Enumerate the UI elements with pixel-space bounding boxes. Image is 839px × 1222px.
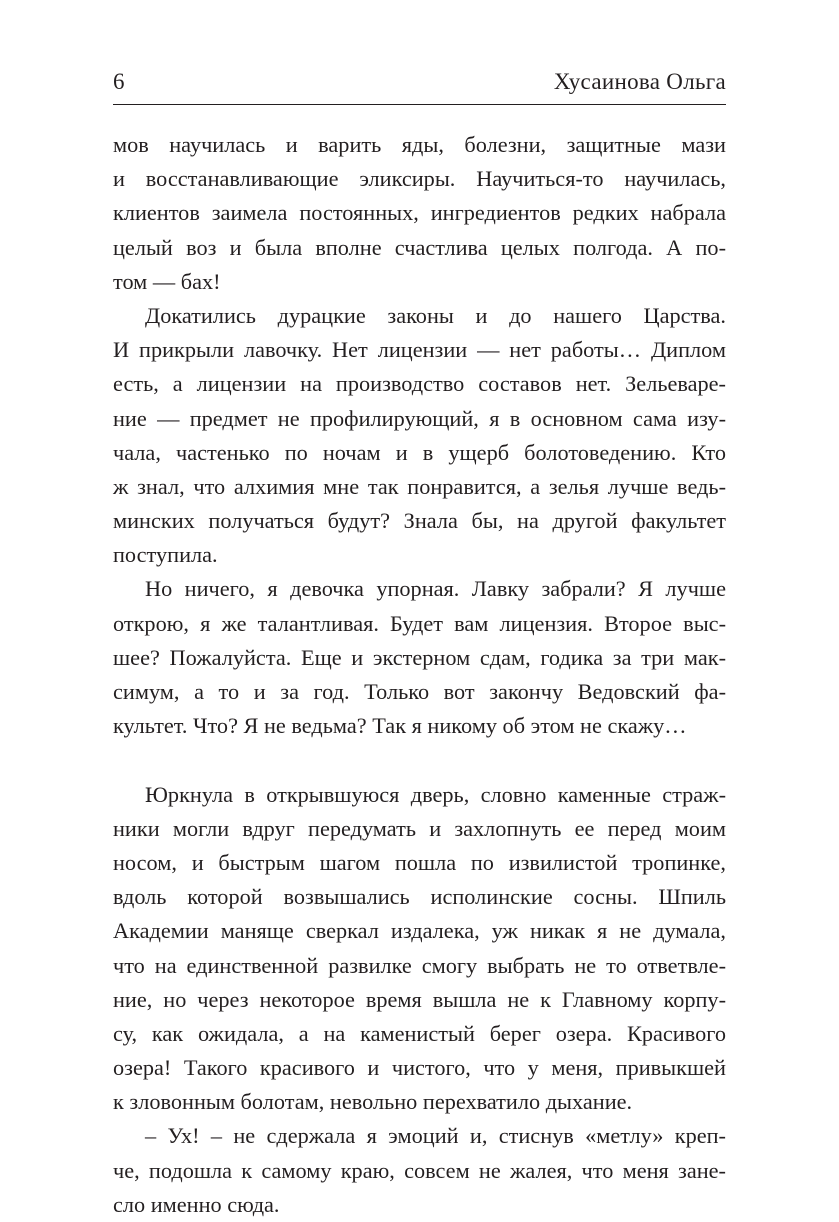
paragraph (113, 572, 726, 743)
text-line: мов научилась и варить яды, болезни, защитные мази (113, 132, 726, 157)
text-line: ние — предмет не профилирующий, я в основном сама изу- (113, 405, 726, 431)
text-line: что на единственной развилке смогу выбрать не то ответвле- (113, 952, 726, 978)
text-line: – Ух! – не сдержала я эмоций и, стиснув «метлу» креп- (145, 1123, 726, 1149)
body-text (113, 128, 726, 1222)
paragraph (113, 128, 726, 299)
text-line: вдоль которой возвышались исполинские сосны. Шпиль (113, 884, 726, 910)
text-line: и восстанавливающие эликсиры. Научиться-то научилась, (113, 166, 726, 192)
text-line: су, как ожидала, а на каменистый берег озера. Красивого (113, 1020, 726, 1046)
text-line: открою, я же талантливая. Будет вам лицензия. Второе выс- (113, 610, 726, 636)
text-line: ж знал, что алхимия мне так понравится, а зелья лучше ведь- (113, 473, 726, 499)
text-line: носом, и быстрым шагом пошла по извилистой тропинке, (113, 849, 726, 875)
text-line: че, подошла к самому краю, совсем не жалея, что меня зане- (113, 1157, 726, 1183)
section-break (113, 743, 726, 777)
page-header (113, 64, 726, 105)
text-line: шее? Пожалуйста. Еще и экстерном сдам, годика за три мак- (113, 644, 726, 670)
text-line: целый воз и была вполне счастлива целых полгода. А по- (113, 234, 726, 260)
text-line: Но ничего, я девочка упорная. Лавку забрали? Я лучше (145, 576, 726, 602)
text-line: Юркнула в открывшуюся дверь, словно каменные страж- (145, 781, 726, 807)
paragraph (113, 778, 726, 1120)
text-line: ники могли вдруг передумать и захлопнуть ее перед моим (113, 815, 726, 841)
page-number: 6 (113, 69, 125, 94)
text-line: культет. Что? Я не ведьма? Так я никому об этом не скажу… (113, 713, 687, 739)
text-line: озера! Такого красивого и чистого, что у меня, привыкшей (113, 1055, 726, 1081)
text-line: поступила. (113, 542, 218, 568)
text-line: клиентов заимела постоянных, ингредиентов редких набрала (113, 200, 726, 226)
paragraph (113, 299, 726, 573)
text-line: Академии маняще сверкал издалека, уж никак я не думала, (113, 918, 726, 944)
text-line: чала, частенько по ночам и в ущерб болотоведению. Кто (113, 439, 726, 465)
text-line: ние, но через некоторое время вышла не к Главному корпу- (113, 986, 726, 1012)
text-line: симум, а то и за год. Только вот закончу Ведовский фа- (113, 679, 726, 704)
text-line: том — бах! (113, 268, 221, 294)
dialogue-paragraph (113, 1119, 726, 1222)
running-head-author: Хусаинова Ольга (553, 69, 726, 94)
text-line: сло именно сюда. (113, 1191, 280, 1217)
text-line: минских получаться будут? Знала бы, на другой факультет (113, 508, 726, 534)
text-line: к зловонным болотам, невольно перехватило дыхание. (113, 1089, 633, 1115)
text-line: есть, а лицензии на производство составов нет. Зельеваре- (113, 371, 726, 397)
text-line: Докатились дурацкие законы и до нашего Царства. (145, 302, 726, 328)
text-line: И прикрыли лавочку. Нет лицензии — нет работы… Диплом (113, 337, 726, 363)
